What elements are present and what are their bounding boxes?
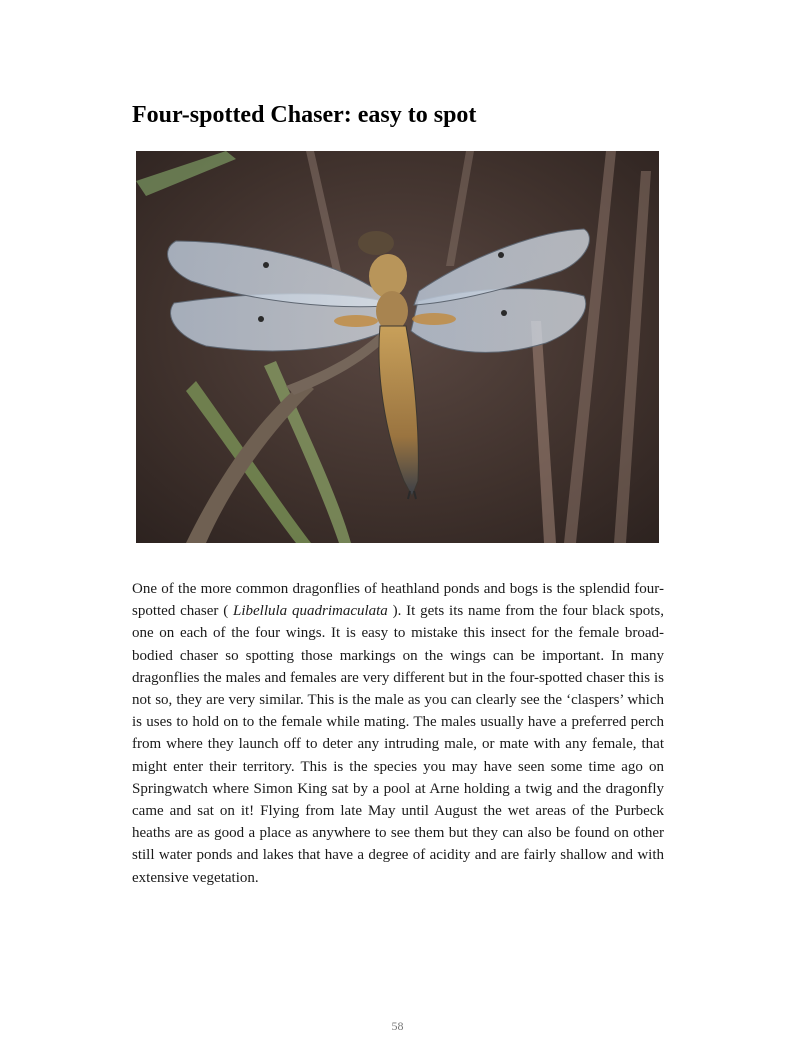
- species-name: Libellula quadrimaculata: [233, 603, 388, 620]
- page-title: Four-spotted Chaser: easy to spot: [132, 102, 477, 128]
- paragraph-text-part-1: One of the more common dragonflies of heathland ponds and bogs is the splendid four-spotted chaser (: [132, 581, 664, 620]
- dragonfly-photo: [136, 151, 659, 543]
- paragraph-text-part-2: ). It gets its name from the four black spots, one on each of the four wings. It is easy to mistake this insect for the female broad-bodied chaser so spotting those markings on the wings can be important. In many dragonflies the males and females are very different but in the four-spotted chaser this is not so, they are very similar. This is the male as you can clearly see the ‘claspers’ which is uses to hold on to the female while mating. The males usually have a preferred perch from where they launch off to deter any intruding male, or mate with any female, that might enter their territory. This is the species you may have seen some time ago on Springwatch where Simon King sat by a pool at Arne holding a twig and the dragonfly came and sat on it! Flying from late May until August the wet areas of the Purbeck heaths are as good a place as anywhere to see them but they can also be found on other still water ponds and lakes that have a degree of acidity and are fairly shallow and with extensive vegetation.: [132, 603, 664, 886]
- article-paragraph: [132, 578, 664, 889]
- page-number: 58: [391, 1019, 404, 1033]
